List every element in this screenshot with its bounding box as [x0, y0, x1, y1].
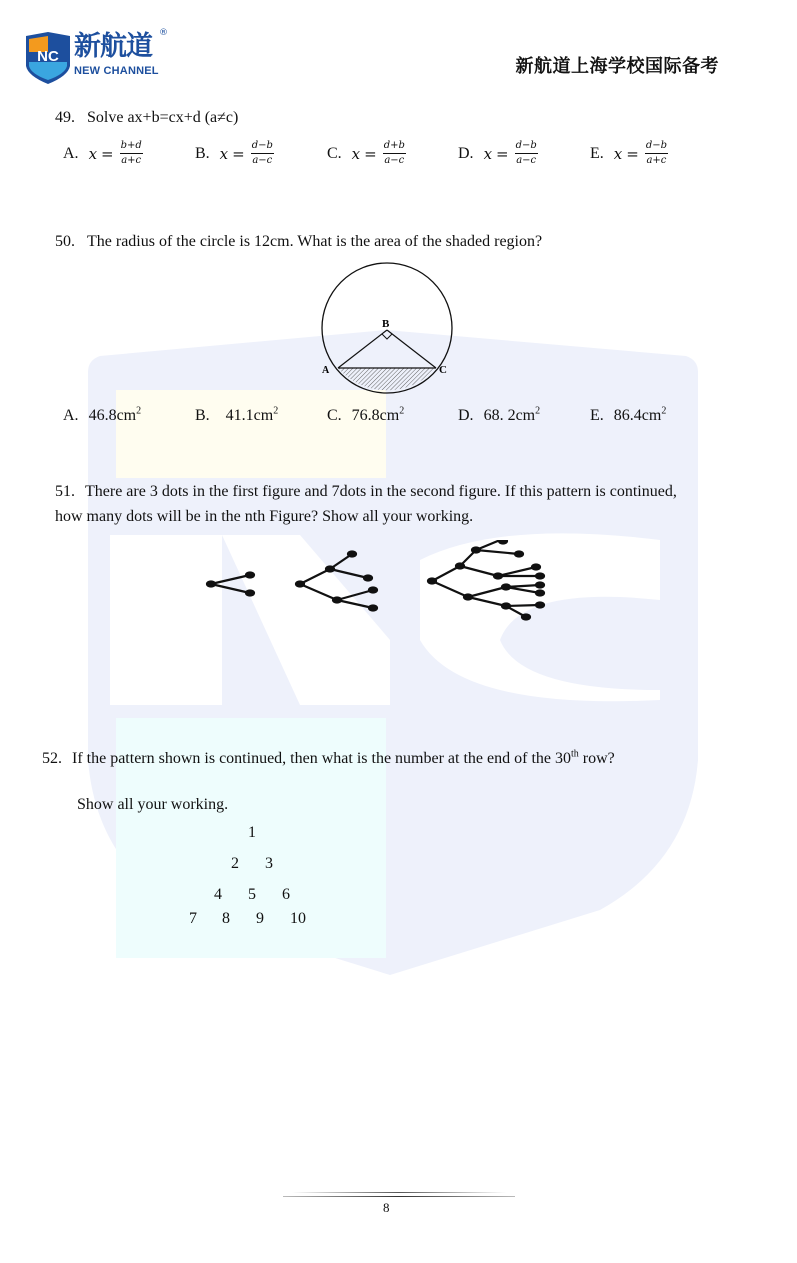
- option-letter: B.: [195, 144, 210, 162]
- dot: [207, 582, 215, 587]
- option-49-e[interactable]: [590, 140, 668, 167]
- option-letter: D.: [458, 407, 474, 424]
- option-lhs: x =: [483, 144, 509, 163]
- segment-bc: [387, 330, 436, 368]
- triangle-number: 2: [231, 855, 239, 872]
- footer-divider-bottom: [283, 1196, 515, 1197]
- dot: [246, 591, 254, 596]
- tree-figure-2: [296, 552, 377, 611]
- nc-shield-icon: [24, 32, 72, 84]
- dot: [536, 583, 544, 588]
- triangle-number: 7: [189, 910, 197, 927]
- dot: [364, 576, 372, 581]
- triangle-number: 9: [256, 910, 264, 927]
- question-51: [55, 482, 677, 502]
- fraction: $\frac{d+b}{a-c}$: [383, 140, 405, 166]
- question-51-line-2: how many dots will be in the nth Figure? Show all your working.: [55, 508, 474, 525]
- dot: [369, 606, 377, 611]
- dot: [502, 604, 510, 609]
- label-b: B: [382, 318, 390, 330]
- question-number: 49.: [55, 109, 75, 126]
- dot: [499, 540, 507, 544]
- dot: [246, 573, 254, 578]
- dot: [536, 603, 544, 608]
- option-value: 76.8cm: [351, 407, 400, 424]
- dot: [369, 588, 377, 593]
- option-value: 68. 2cm: [483, 407, 536, 424]
- dot: [456, 564, 464, 569]
- question-number: 50.: [55, 233, 75, 250]
- segment-ab: [338, 330, 387, 368]
- circle-figure: [310, 258, 470, 398]
- dot: [515, 552, 523, 557]
- dot: [296, 582, 304, 587]
- option-lhs: x =: [88, 144, 114, 163]
- question-number: 52.: [42, 750, 62, 767]
- logo-english-name: NEW CHANNEL: [74, 65, 159, 77]
- option-value: 46.8cm: [88, 407, 137, 424]
- option-letter: E.: [590, 144, 604, 162]
- option-value: 86.4cm: [613, 407, 662, 424]
- dot: [428, 579, 436, 584]
- option-exponent: 2: [661, 405, 667, 417]
- option-49-d[interactable]: [458, 140, 538, 167]
- dot: [522, 615, 530, 620]
- dot: [472, 548, 480, 553]
- svg-text:NC: NC: [37, 48, 59, 65]
- page-number: 8: [383, 1200, 390, 1215]
- option-letter: C.: [327, 144, 342, 162]
- option-value: 41.1cm: [225, 407, 274, 424]
- tree-figure-3: [428, 540, 544, 620]
- dot: [536, 574, 544, 579]
- school-name: 新航道上海学校国际备考: [515, 56, 719, 77]
- triangle-number: 1: [248, 824, 256, 841]
- question-text: If the pattern shown is continued, then what is the number at the end of the 30th row?: [72, 748, 615, 767]
- option-50-a[interactable]: [63, 407, 141, 425]
- question-text: Solve ax+b=cx+d (a≠c): [87, 109, 239, 126]
- option-49-a[interactable]: [63, 140, 143, 167]
- triangle-number: 8: [222, 910, 230, 927]
- dot-tree-figures: [195, 540, 565, 630]
- tree-figure-1: [207, 573, 254, 596]
- option-lhs: x =: [613, 144, 639, 163]
- option-exponent: 2: [273, 405, 279, 417]
- triangle-number: 4: [214, 886, 222, 903]
- option-letter: D.: [458, 144, 474, 162]
- question-52: [42, 749, 615, 769]
- option-exponent: 2: [399, 405, 405, 417]
- question-52-instruction: Show all your working.: [77, 796, 229, 813]
- option-50-b[interactable]: [195, 407, 278, 425]
- fraction: $\frac{d-b}{a-c}$: [515, 140, 537, 166]
- option-letter: E.: [590, 407, 604, 424]
- dot: [333, 598, 341, 603]
- option-exponent: 2: [535, 405, 541, 417]
- triangle-number: 6: [282, 886, 290, 903]
- fraction: $\frac{d-b}{a+c}$: [645, 140, 668, 166]
- option-letter: B.: [195, 407, 210, 424]
- option-letter: A.: [63, 407, 79, 424]
- triangle-number: 3: [265, 855, 273, 872]
- triangle-number: 5: [248, 886, 256, 903]
- dot: [348, 552, 356, 557]
- dot: [326, 567, 334, 572]
- option-49-c[interactable]: [327, 140, 406, 167]
- option-lhs: x =: [219, 144, 245, 163]
- option-50-c[interactable]: [327, 407, 404, 425]
- registered-mark: ®: [159, 28, 168, 38]
- option-50-d[interactable]: [458, 407, 540, 425]
- shaded-segment: [338, 368, 436, 390]
- option-49-b[interactable]: [195, 140, 274, 167]
- question-text: The radius of the circle is 12cm. What is the area of the shaded region?: [87, 233, 543, 250]
- triangle-number: 10: [290, 910, 306, 927]
- question-50: [55, 232, 542, 252]
- question-number: 51.: [55, 483, 75, 500]
- dot: [536, 591, 544, 596]
- footer-divider-top: [292, 1192, 506, 1193]
- option-letter: A.: [63, 144, 79, 162]
- dot: [494, 574, 502, 579]
- dot: [532, 565, 540, 570]
- right-angle-mark: [382, 334, 392, 339]
- label-a: A: [322, 365, 330, 376]
- label-c: C: [439, 364, 447, 376]
- option-50-e[interactable]: [590, 407, 666, 425]
- new-channel-logo: [24, 30, 174, 84]
- option-lhs: x =: [351, 144, 377, 163]
- dot: [464, 595, 472, 600]
- option-exponent: 2: [136, 405, 142, 417]
- option-letter: C.: [327, 407, 342, 424]
- dot: [502, 585, 510, 590]
- question-text-line-1: There are 3 dots in the first figure and 7dots in the second figure. If this pattern is continued,: [85, 483, 677, 500]
- fraction: $\frac{b+d}{a+c}$: [120, 140, 142, 166]
- fraction: $\frac{d-b}{a-c}$: [251, 140, 273, 166]
- question-49: [55, 108, 238, 128]
- logo-chinese-name: 新航道: [74, 31, 152, 62]
- superscript-th: th: [570, 748, 579, 760]
